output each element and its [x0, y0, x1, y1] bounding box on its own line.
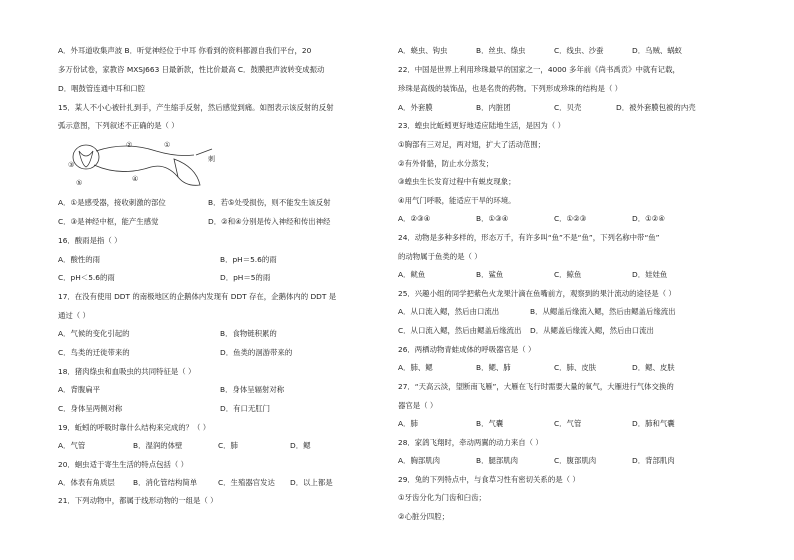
q29-stem: 29．兔的下列特点中，与食草习性有密切关系的是（ ）: [398, 475, 580, 484]
q16-option-c[interactable]: C．pH＜5.6的雨: [58, 273, 115, 282]
q25-stem: 25．兴趣小组的同学把紫色火龙果汁滴在鱼嘴前方，观察到的果汁流动的途径是（ ）: [398, 289, 676, 298]
q22-option-c[interactable]: C．贝壳: [554, 103, 582, 112]
q15-option-d[interactable]: D．②和④分别是传入神经和传出神经: [208, 217, 331, 226]
q21-stem: 21．下列动物中，都属于线形动物的一组是（ ）: [58, 496, 218, 505]
q26-option-d[interactable]: D．鳃、皮肤: [632, 363, 675, 372]
q17-stem-1: 17．在没有使用 DDT 的南极地区的企鹅体内发现有 DDT 存在，企鹅体内的 DDT 是: [58, 292, 337, 301]
q22-option-a[interactable]: A．外套膜: [398, 103, 433, 112]
q26-option-b[interactable]: B．鳃、肺: [476, 363, 511, 372]
figure-num-2: ②: [126, 141, 133, 149]
q17-option-b[interactable]: B．食物链积累的: [220, 329, 277, 338]
q28-option-a[interactable]: A．胸部肌肉: [398, 456, 441, 465]
q23-option-c[interactable]: C．①②③: [554, 214, 587, 223]
q18-option-d[interactable]: D．有口无肛门: [220, 404, 271, 413]
q20-option-c[interactable]: C．生殖器官发达: [218, 478, 275, 487]
q21-option-d[interactable]: D．乌贼、蜗蚁: [632, 46, 683, 55]
q16-stem: 16．酸雨是指（ ）: [58, 236, 122, 245]
gray-matter-shape: [79, 151, 93, 167]
q24-stem-1: 24．动物是多种多样的，形态万千，有许多叫“鱼”不是“鱼”，下列名称中带“鱼”: [398, 233, 660, 242]
q22-option-d[interactable]: D．被外套膜包被的内壳: [616, 103, 696, 112]
q25-option-d[interactable]: D．从鳃盖后缘流入鳃，然后由口流出: [530, 326, 654, 335]
q24-option-c[interactable]: C．鲸鱼: [554, 270, 582, 279]
q16-option-b[interactable]: B．pH＝5.6的雨: [220, 255, 277, 264]
q23-item-4: ④用气门呼吸，能适应干旱的环境。: [398, 196, 516, 205]
figure-num-4: ④: [132, 175, 139, 183]
q27-option-b[interactable]: B．气囊: [476, 419, 504, 428]
q23-item-2: ②有外骨骼，防止水分蒸发；: [398, 159, 494, 168]
q27-stem-1: 27．“天高云淡，望断南飞雁”，大雁在飞行时需要大量的氧气，大雁进行气体交换的: [398, 382, 674, 391]
q20-stem: 20．蛔虫适于寄生生活的特点包括（ ）: [58, 460, 189, 469]
hand-shape: [174, 159, 200, 185]
q17-option-a[interactable]: A．气候的变化引起的: [58, 329, 130, 338]
q15-option-c[interactable]: C．③是神经中枢，能产生感觉: [58, 217, 159, 226]
q27-option-d[interactable]: D．肺和气囊: [632, 419, 675, 428]
figure-num-1: ①: [164, 141, 171, 149]
q19-option-c[interactable]: C．肺: [218, 441, 238, 450]
q18-option-b[interactable]: B．身体呈辐射对称: [220, 385, 285, 394]
q28-option-d[interactable]: D．背部肌肉: [632, 456, 675, 465]
q25-option-c[interactable]: C．从口流入鳃，然后由鳃盖后缘流出: [398, 326, 522, 335]
q27-stem-2: 器官是（ ）: [398, 401, 438, 410]
q20-option-b[interactable]: B．消化管结构简单: [133, 478, 198, 487]
q29-item-2: ②心脏分四腔；: [398, 512, 449, 521]
q19-option-d[interactable]: D．鳃: [290, 441, 311, 450]
q16-option-d[interactable]: D．pH＝5的雨: [220, 273, 271, 282]
q19-option-a[interactable]: A．气管: [58, 441, 86, 450]
q21-option-a[interactable]: A．蛲虫、钩虫: [398, 46, 448, 55]
q23-option-b[interactable]: B．①③④: [476, 214, 509, 223]
figure-label-ci: 刺: [208, 155, 215, 163]
q27-option-a[interactable]: A．肺: [398, 419, 418, 428]
figure-num-3: ③: [68, 161, 75, 169]
q24-stem-2: 的动物属于鱼类的是（ ）: [398, 252, 482, 261]
q17-option-c[interactable]: C．鸟类的迁徙带来的: [58, 348, 130, 357]
q26-option-c[interactable]: C．肺、皮肤: [554, 363, 597, 372]
q21-option-b[interactable]: B．丝虫、绦虫: [476, 46, 526, 55]
q23-option-a[interactable]: A．②③④: [398, 214, 431, 223]
q23-item-1: ①胸部有三对足，两对翅，扩大了活动范围；: [398, 140, 546, 149]
q28-option-c[interactable]: C．腹部肌肉: [554, 456, 597, 465]
q24-option-a[interactable]: A．鱿鱼: [398, 270, 426, 279]
q17-stem-2: 通过（ ）: [58, 311, 90, 320]
q20-option-a[interactable]: A．体表有角质层: [58, 478, 115, 487]
q14-line-3: D．咽鼓管连通中耳和口腔: [58, 84, 145, 93]
q28-option-b[interactable]: B．腿部肌肉: [476, 456, 519, 465]
q18-option-c[interactable]: C．身体呈两侧对称: [58, 404, 123, 413]
q20-option-d[interactable]: D．以上都是: [290, 478, 333, 487]
q14-line-2: 多万份试卷，家教咨 MXSJ663 日最新款，性比价最高 C．鼓膜把声波转变成振动: [58, 65, 325, 74]
q25-option-a[interactable]: A．从口流入鳃，然后由口流出: [398, 307, 500, 316]
q19-stem: 19．蚯蚓的呼吸时靠什么结构来完成的？（ ）: [58, 423, 211, 432]
figure-num-5: ⑤: [76, 179, 83, 187]
q22-stem-1: 22．中国是世界上利用珍珠最早的国家之一，4000 多年前《尚书禹贡》中就有记载，: [398, 65, 680, 74]
q25-option-b[interactable]: B．从鳃盖后缘流入鳃，然后由鳃盖后缘流出: [530, 307, 676, 316]
q14-line-1: A．外耳道收集声波 B．听觉神经位于中耳 你看到的资料都源自我们平台，20: [58, 46, 312, 55]
q27-option-c[interactable]: C．气管: [554, 419, 582, 428]
q26-stem: 26．两栖动物青蛙成体的呼吸器官是（ ）: [398, 345, 536, 354]
q19-option-b[interactable]: B．湿润的体壁: [133, 441, 183, 450]
q15-option-a[interactable]: A．①是感受器，接收刺激的部位: [58, 198, 166, 207]
q23-stem: 23．蝗虫比蚯蚓更好地适应陆地生活，是因为（ ）: [398, 121, 565, 130]
q26-option-a[interactable]: A．肺、鳃: [398, 363, 433, 372]
q21-option-c[interactable]: C．线虫、沙蚕: [554, 46, 604, 55]
q24-option-b[interactable]: B．鲨鱼: [476, 270, 504, 279]
q23-item-3: ③蝗虫生长发育过程中有蜕皮现象；: [398, 177, 516, 186]
q17-option-d[interactable]: D．鱼类的洄游带来的: [220, 348, 293, 357]
q24-option-d[interactable]: D．娃娃鱼: [632, 270, 668, 279]
reflex-arc-figure: [66, 137, 216, 195]
q28-stem: 28．家鸽飞翔时，牵动两翼的动力来自（ ）: [398, 438, 543, 447]
q22-option-b[interactable]: B．内脏团: [476, 103, 511, 112]
q18-stem: 18．猪肉绦虫和血吸虫的共同特征是（ ）: [58, 367, 196, 376]
q16-option-a[interactable]: A．酸性的雨: [58, 255, 101, 264]
q18-option-a[interactable]: A．背腹扁平: [58, 385, 101, 394]
q15-stem-1: 15．某人不小心被针扎到手，产生缩手反射，然后感觉到痛。如图表示该反射的反射: [58, 103, 334, 112]
afferent-path: [96, 146, 194, 156]
q15-option-b[interactable]: B．若⑤处受损伤，则不能发生该反射: [208, 198, 331, 207]
q15-stem-2: 弧示意图，下列叙述不正确的是（ ）: [58, 121, 179, 130]
q29-item-1: ①牙齿分化为门齿和臼齿；: [398, 493, 486, 502]
q22-stem-2: 珍珠是高级的装饰品，也是名贵的药物。下列形成珍珠的结构是（ ）: [398, 84, 623, 93]
q23-option-d[interactable]: D．①②④: [632, 214, 665, 223]
